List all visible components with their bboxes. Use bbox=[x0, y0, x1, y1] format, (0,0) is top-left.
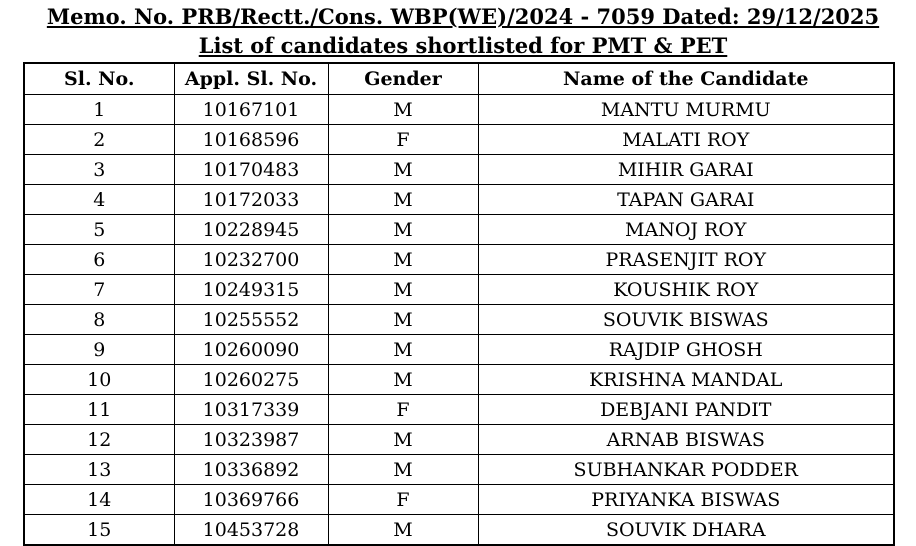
cell-appl-sl-no: 10260275 bbox=[174, 365, 328, 395]
cell-gender: M bbox=[328, 455, 478, 485]
cell-appl-sl-no: 10170483 bbox=[174, 155, 328, 185]
table-row bbox=[24, 335, 894, 365]
table-row bbox=[24, 455, 894, 485]
cell-candidate-name: MALATI ROY bbox=[478, 125, 894, 155]
cell-sl-no: 2 bbox=[24, 125, 174, 155]
cell-gender: M bbox=[328, 275, 478, 305]
table-header-row bbox=[24, 63, 894, 95]
cell-sl-no: 7 bbox=[24, 275, 174, 305]
cell-sl-no: 12 bbox=[24, 425, 174, 455]
cell-candidate-name: SOUVIK BISWAS bbox=[478, 305, 894, 335]
cell-appl-sl-no: 10232700 bbox=[174, 245, 328, 275]
cell-gender: F bbox=[328, 395, 478, 425]
table-row bbox=[24, 155, 894, 185]
table-row bbox=[24, 215, 894, 245]
cell-gender: M bbox=[328, 305, 478, 335]
table-row bbox=[24, 275, 894, 305]
cell-appl-sl-no: 10228945 bbox=[174, 215, 328, 245]
column-header-appl-sl-no: Appl. Sl. No. bbox=[174, 63, 328, 95]
cell-appl-sl-no: 10172033 bbox=[174, 185, 328, 215]
cell-candidate-name: MANOJ ROY bbox=[478, 215, 894, 245]
cell-sl-no: 8 bbox=[24, 305, 174, 335]
cell-appl-sl-no: 10453728 bbox=[174, 515, 328, 546]
cell-sl-no: 10 bbox=[24, 365, 174, 395]
table-row bbox=[24, 185, 894, 215]
cell-gender: M bbox=[328, 245, 478, 275]
cell-gender: M bbox=[328, 95, 478, 125]
cell-candidate-name: MANTU MURMU bbox=[478, 95, 894, 125]
table-row bbox=[24, 305, 894, 335]
cell-gender: M bbox=[328, 155, 478, 185]
cell-candidate-name: PRASENJIT ROY bbox=[478, 245, 894, 275]
column-header-candidate-name: Name of the Candidate bbox=[478, 63, 894, 95]
table-row bbox=[24, 245, 894, 275]
cell-appl-sl-no: 10168596 bbox=[174, 125, 328, 155]
cell-candidate-name: DEBJANI PANDIT bbox=[478, 395, 894, 425]
table-row bbox=[24, 365, 894, 395]
cell-appl-sl-no: 10167101 bbox=[174, 95, 328, 125]
cell-appl-sl-no: 10249315 bbox=[174, 275, 328, 305]
list-title: List of candidates shortlisted for PMT & PET bbox=[198, 33, 728, 58]
cell-appl-sl-no: 10323987 bbox=[174, 425, 328, 455]
cell-candidate-name: ARNAB BISWAS bbox=[478, 425, 894, 455]
cell-candidate-name: KRISHNA MANDAL bbox=[478, 365, 894, 395]
cell-gender: M bbox=[328, 425, 478, 455]
cell-gender: F bbox=[328, 125, 478, 155]
table-row bbox=[24, 515, 894, 546]
column-header-sl-no: Sl. No. bbox=[24, 63, 174, 95]
cell-sl-no: 11 bbox=[24, 395, 174, 425]
cell-gender: M bbox=[328, 215, 478, 245]
cell-appl-sl-no: 10260090 bbox=[174, 335, 328, 365]
cell-gender: M bbox=[328, 515, 478, 546]
cell-sl-no: 13 bbox=[24, 455, 174, 485]
table-row bbox=[24, 425, 894, 455]
cell-candidate-name: SOUVIK DHARA bbox=[478, 515, 894, 546]
cell-candidate-name: RAJDIP GHOSH bbox=[478, 335, 894, 365]
cell-gender: F bbox=[328, 485, 478, 515]
table-row bbox=[24, 485, 894, 515]
candidates-table bbox=[23, 62, 895, 546]
table-row bbox=[24, 125, 894, 155]
cell-appl-sl-no: 10369766 bbox=[174, 485, 328, 515]
cell-sl-no: 1 bbox=[24, 95, 174, 125]
cell-appl-sl-no: 10255552 bbox=[174, 305, 328, 335]
cell-gender: M bbox=[328, 185, 478, 215]
cell-candidate-name: MIHIR GARAI bbox=[478, 155, 894, 185]
cell-sl-no: 3 bbox=[24, 155, 174, 185]
cell-sl-no: 9 bbox=[24, 335, 174, 365]
cell-sl-no: 14 bbox=[24, 485, 174, 515]
cell-candidate-name: TAPAN GARAI bbox=[478, 185, 894, 215]
cell-sl-no: 6 bbox=[24, 245, 174, 275]
cell-gender: M bbox=[328, 365, 478, 395]
cell-candidate-name: SUBHANKAR PODDER bbox=[478, 455, 894, 485]
table-row bbox=[24, 95, 894, 125]
cell-sl-no: 5 bbox=[24, 215, 174, 245]
column-header-gender: Gender bbox=[328, 63, 478, 95]
cell-candidate-name: KOUSHIK ROY bbox=[478, 275, 894, 305]
cell-candidate-name: PRIYANKA BISWAS bbox=[478, 485, 894, 515]
cell-appl-sl-no: 10336892 bbox=[174, 455, 328, 485]
cell-gender: M bbox=[328, 335, 478, 365]
cell-sl-no: 15 bbox=[24, 515, 174, 546]
memo-number-heading: Memo. No. PRB/Rectt./Cons. WBP(WE)/2024 - 7059 Dated: 29/12/2025 bbox=[46, 4, 880, 29]
cell-sl-no: 4 bbox=[24, 185, 174, 215]
cell-appl-sl-no: 10317339 bbox=[174, 395, 328, 425]
table-row bbox=[24, 395, 894, 425]
